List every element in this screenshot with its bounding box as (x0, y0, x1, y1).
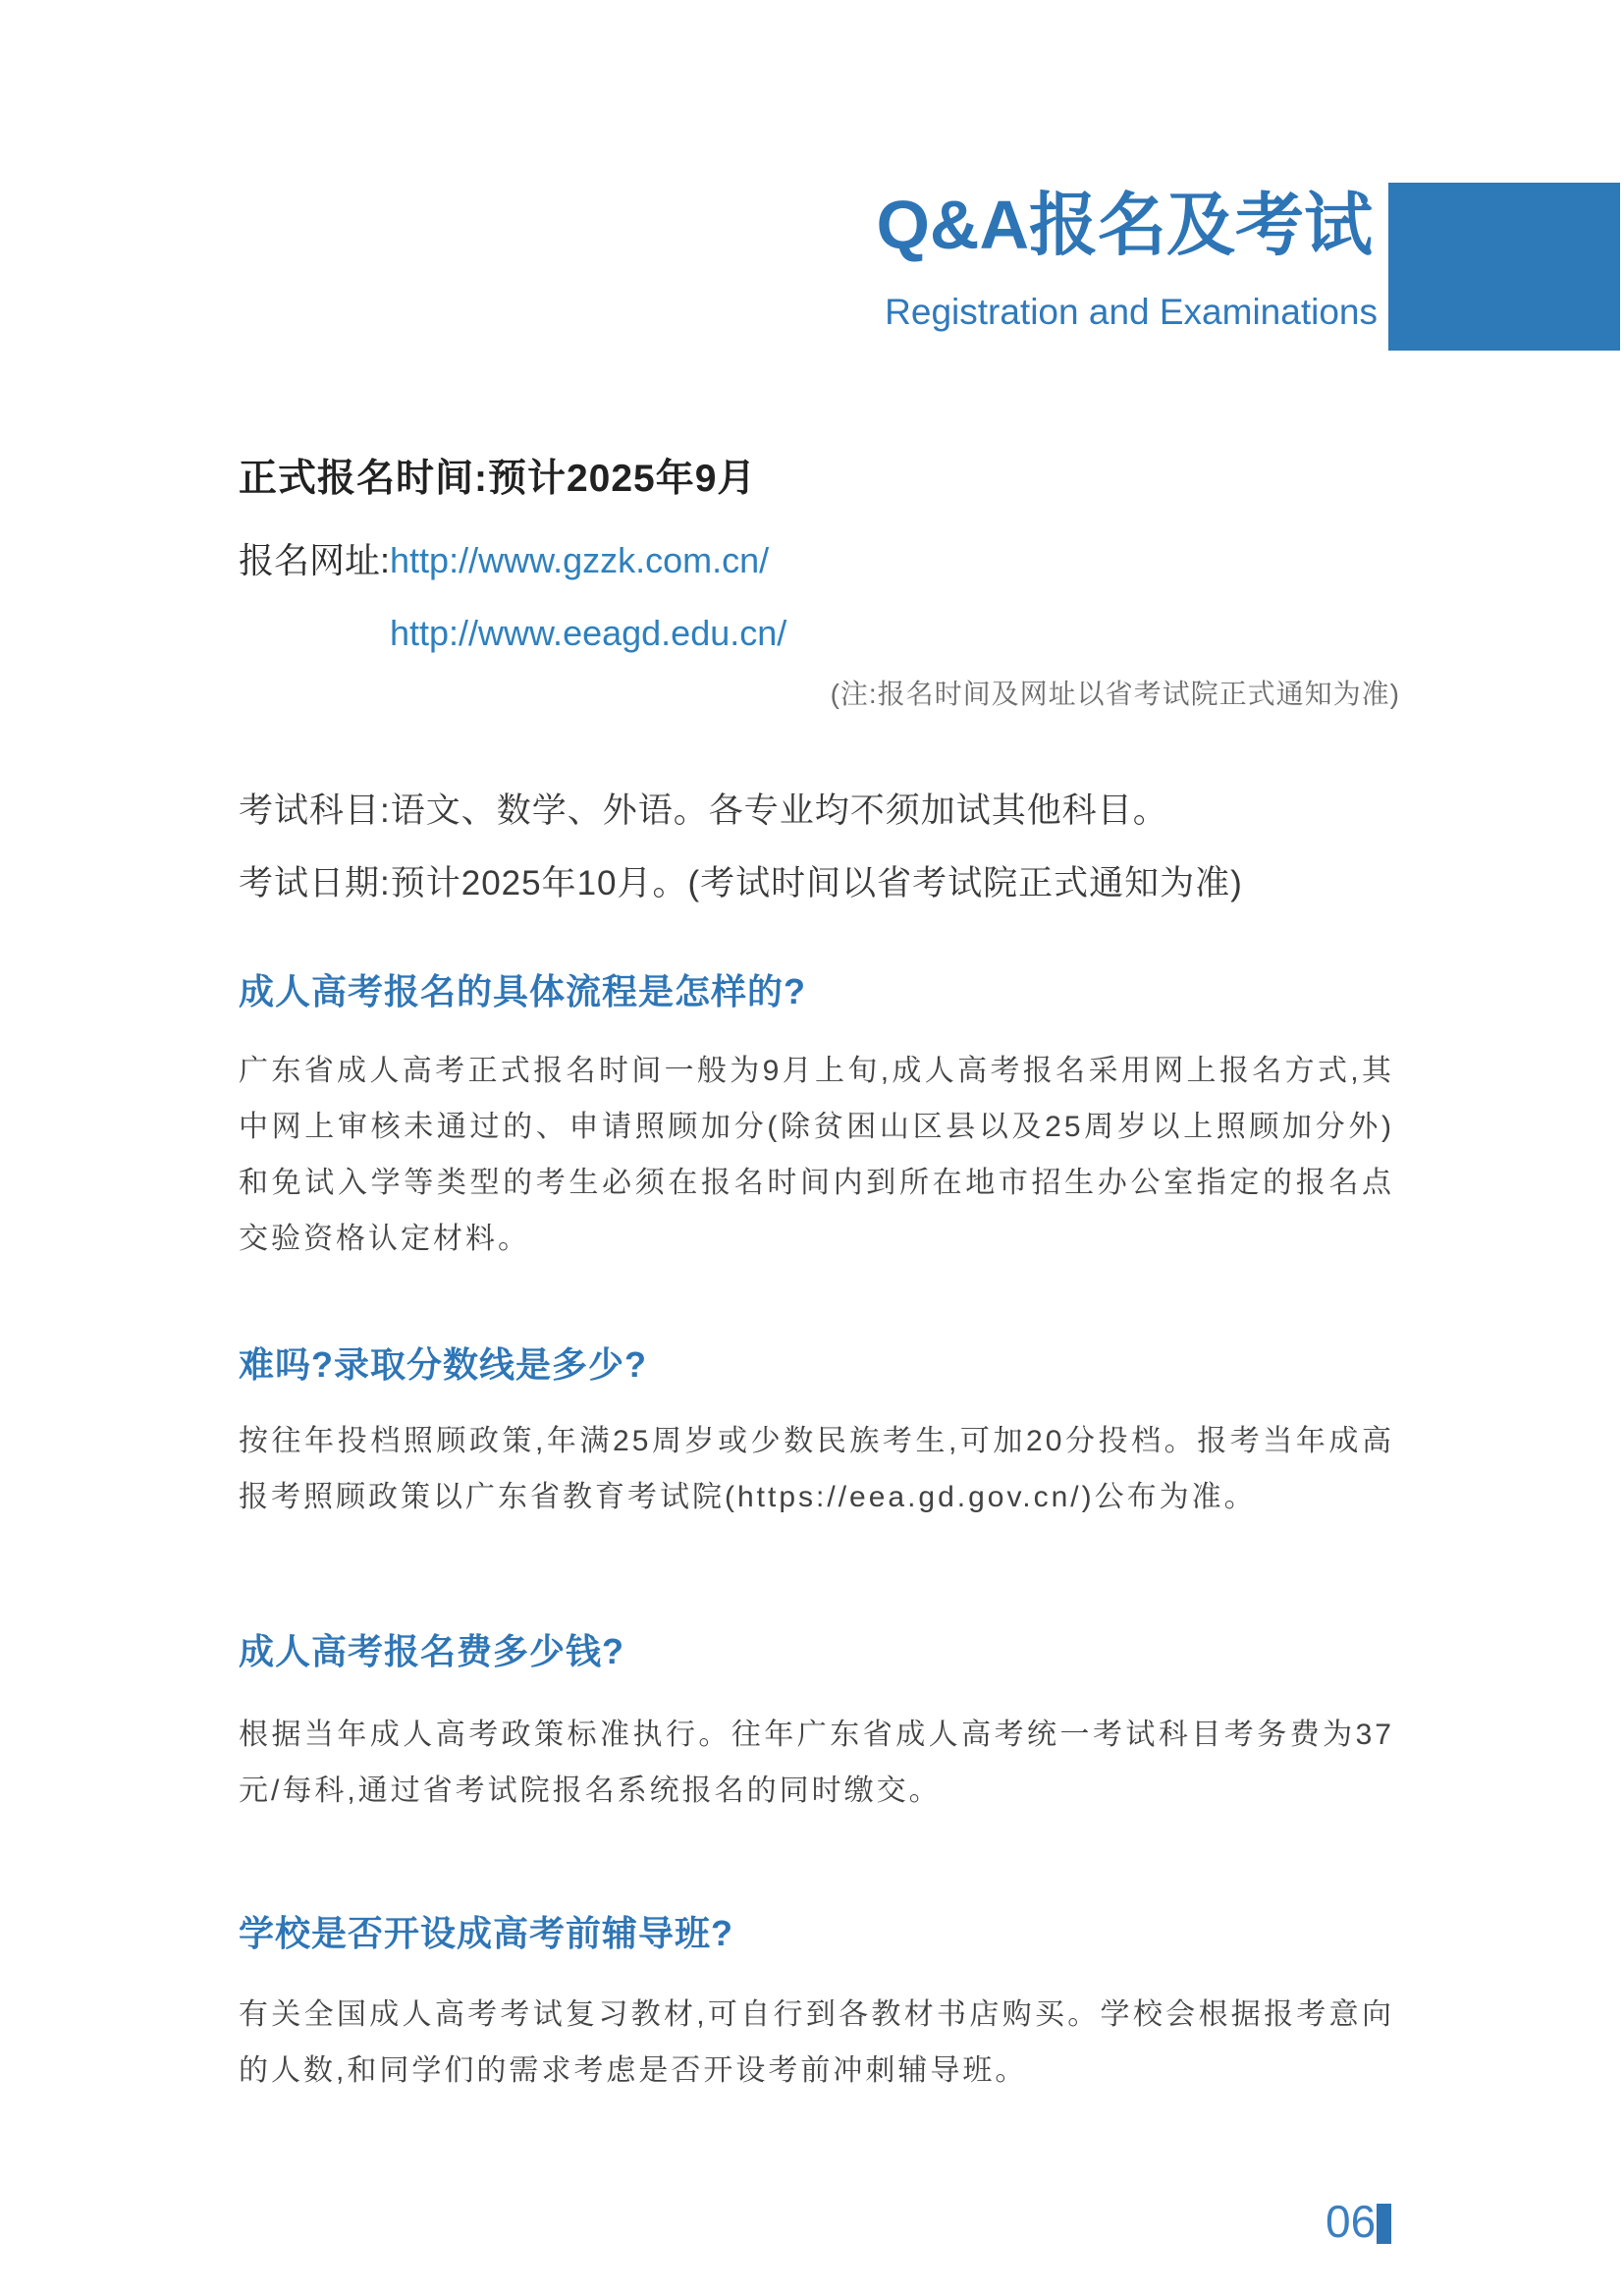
exam-date-text: 考试日期:预计2025年10月。(考试时间以省考试院正式通知为准) (239, 864, 1243, 902)
qa-question-1: 成人高考报名的具体流程是怎样的? (239, 971, 806, 1011)
registration-note: (注:报名时间及网址以省考试院正式通知为准) (830, 679, 1400, 709)
header-accent-block (1388, 183, 1620, 351)
qa-question-3: 成人高考报名费多少钱? (239, 1631, 624, 1671)
page-subtitle: Registration and Examinations (885, 292, 1378, 332)
qa-answer-4: 有关全国成人高考考试复习教材,可自行到各教材书店购买。学校会根据报考意向的人数,和同学们的需求考虑是否开设考前冲刺辅导班。 (239, 1998, 1394, 2087)
qa-answer-2: 按往年投档照顾政策,年满25周岁或少数民族考生,可加20分投档。报考当年成高报考照顾政策以广东省教育考试院(https://eea.gd.gov.cn/)公布为准。 (239, 1425, 1394, 1513)
qa-question-2: 难吗?录取分数线是多少? (239, 1344, 647, 1385)
qa-answer-3: 根据当年成人高考政策标准执行。往年广东省成人高考统一考试科目考务费为37元/每科,通过省考试院报名系统报名的同时缴交。 (239, 1719, 1394, 1807)
registration-time-text: 正式报名时间:预计2025年9月 (239, 458, 757, 500)
registration-site-line (239, 538, 769, 583)
page-number: 06 (1326, 2196, 1377, 2247)
qa-question-4: 学校是否开设成高考前辅导班? (239, 1913, 733, 1953)
registration-url-1[interactable]: http://www.gzzk.com.cn/ (390, 540, 770, 580)
exam-subjects-text: 考试科目:语文、数学、外语。各专业均不须加试其他科目。 (239, 792, 1168, 830)
page-title: Q&A报名及考试 (876, 187, 1373, 263)
qa-answer-1: 广东省成人高考正式报名时间一般为9月上旬,成人高考报名采用网上报名方式,其中网上审核未通过的、申请照顾加分(除贫困山区县以及25周岁以上照顾加分外)和免试入学等类型的考生必须在报名时间内到所在地市招生办公室指定的报名点交验资格认定材料。 (239, 1055, 1394, 1255)
registration-url-2[interactable]: http://www.eeagd.edu.cn/ (390, 613, 787, 653)
registration-site-label: 报名网址: (239, 540, 391, 580)
page-number-accent (1377, 2204, 1391, 2244)
